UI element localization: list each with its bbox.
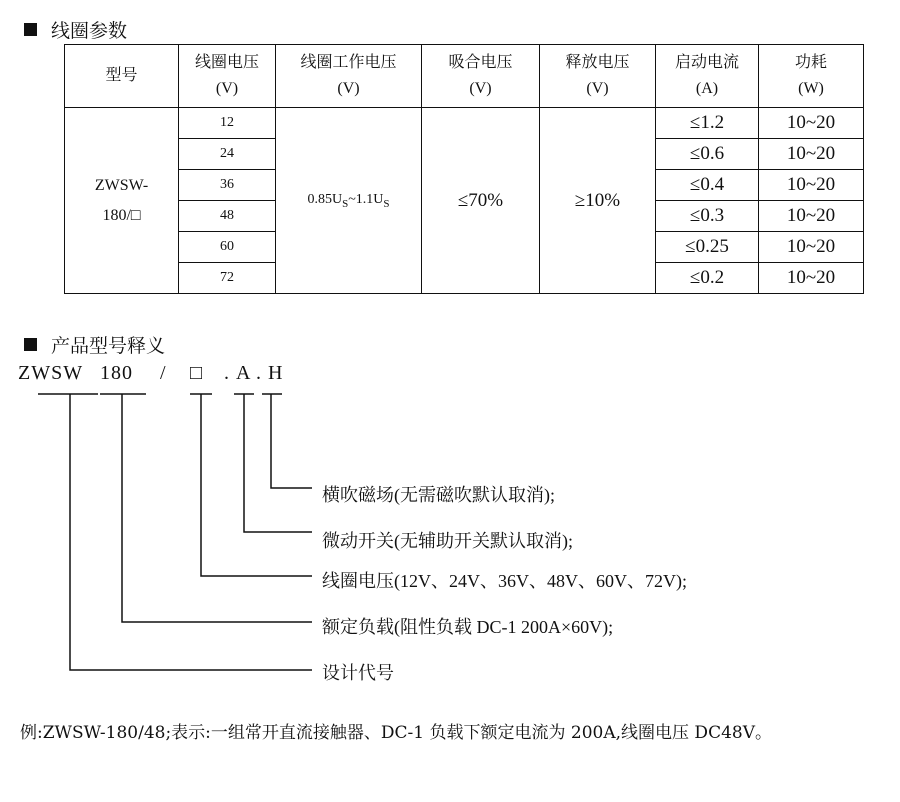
header-coil-voltage: 线圈电压 (V) [179, 45, 276, 108]
connector-rated-load [122, 394, 312, 622]
start-current-cell: ≤1.2 [656, 108, 759, 139]
code-box: □ [190, 362, 204, 384]
connector-micro-switch [244, 394, 312, 532]
power-cell: 10~20 [759, 170, 864, 201]
desc-rated-load: 额定负载(阻性负载 DC-1 200A×60V); [322, 617, 614, 637]
header-model: 型号 [65, 45, 179, 108]
header-working-voltage: 线圈工作电压 (V) [276, 45, 422, 108]
header-start-current: 启动电流 (A) [656, 45, 759, 108]
power-cell: 10~20 [759, 263, 864, 294]
power-cell: 10~20 [759, 201, 864, 232]
code-dot: . [224, 362, 230, 384]
desc-micro-switch: 微动开关(无辅助开关默认取消); [322, 531, 573, 551]
start-current-cell: ≤0.2 [656, 263, 759, 294]
start-current-cell: ≤0.3 [656, 201, 759, 232]
code-part-h: H [268, 362, 284, 384]
start-current-cell: ≤0.6 [656, 139, 759, 170]
example-text: 例:ZWSW-180/48;表示:一组常开直流接触器、DC-1 负载下额定电流为 200A,线圈电压 DC48V。 [20, 723, 772, 743]
model-cell: ZWSW- 180/□ [65, 108, 179, 294]
pickup-voltage-cell: ≤70% [422, 108, 540, 294]
header-release-voltage: 释放电压 (V) [540, 45, 656, 108]
section-title-text: 线圈参数 [51, 20, 128, 42]
coil-voltage-cell: 12 [179, 108, 276, 139]
coil-voltage-cell: 72 [179, 263, 276, 294]
coil-voltage-cell: 48 [179, 201, 276, 232]
code-part-zwsw: ZWSW [18, 362, 84, 384]
working-voltage-cell: $0.85U_S\sim 1.1U_S$ [276, 108, 422, 294]
release-voltage-cell: ≥10% [540, 108, 656, 294]
power-cell: 10~20 [759, 108, 864, 139]
desc-coil-voltage: 线圈电压(12V、24V、36V、48V、60V、72V); [322, 571, 687, 591]
header-power: 功耗 (W) [759, 45, 864, 108]
connector-magnetic-blow [271, 394, 312, 488]
code-part-a: A [236, 362, 252, 384]
code-part-180: 180 [100, 362, 133, 384]
code-dot: . [256, 362, 262, 384]
connector-coil-voltage [201, 394, 312, 576]
coil-voltage-cell: 36 [179, 170, 276, 201]
coil-voltage-cell: 24 [179, 139, 276, 170]
power-cell: 10~20 [759, 232, 864, 263]
section-title-text: 产品型号释义 [51, 335, 166, 357]
code-slash: / [160, 362, 167, 384]
coil-voltage-cell: 60 [179, 232, 276, 263]
desc-design-code: 设计代号 [322, 663, 394, 683]
start-current-cell: ≤0.4 [656, 170, 759, 201]
header-pickup-voltage: 吸合电压 (V) [422, 45, 540, 108]
desc-magnetic-blow: 横吹磁场(无需磁吹默认取消); [322, 485, 555, 505]
start-current-cell: ≤0.25 [656, 232, 759, 263]
power-cell: 10~20 [759, 139, 864, 170]
